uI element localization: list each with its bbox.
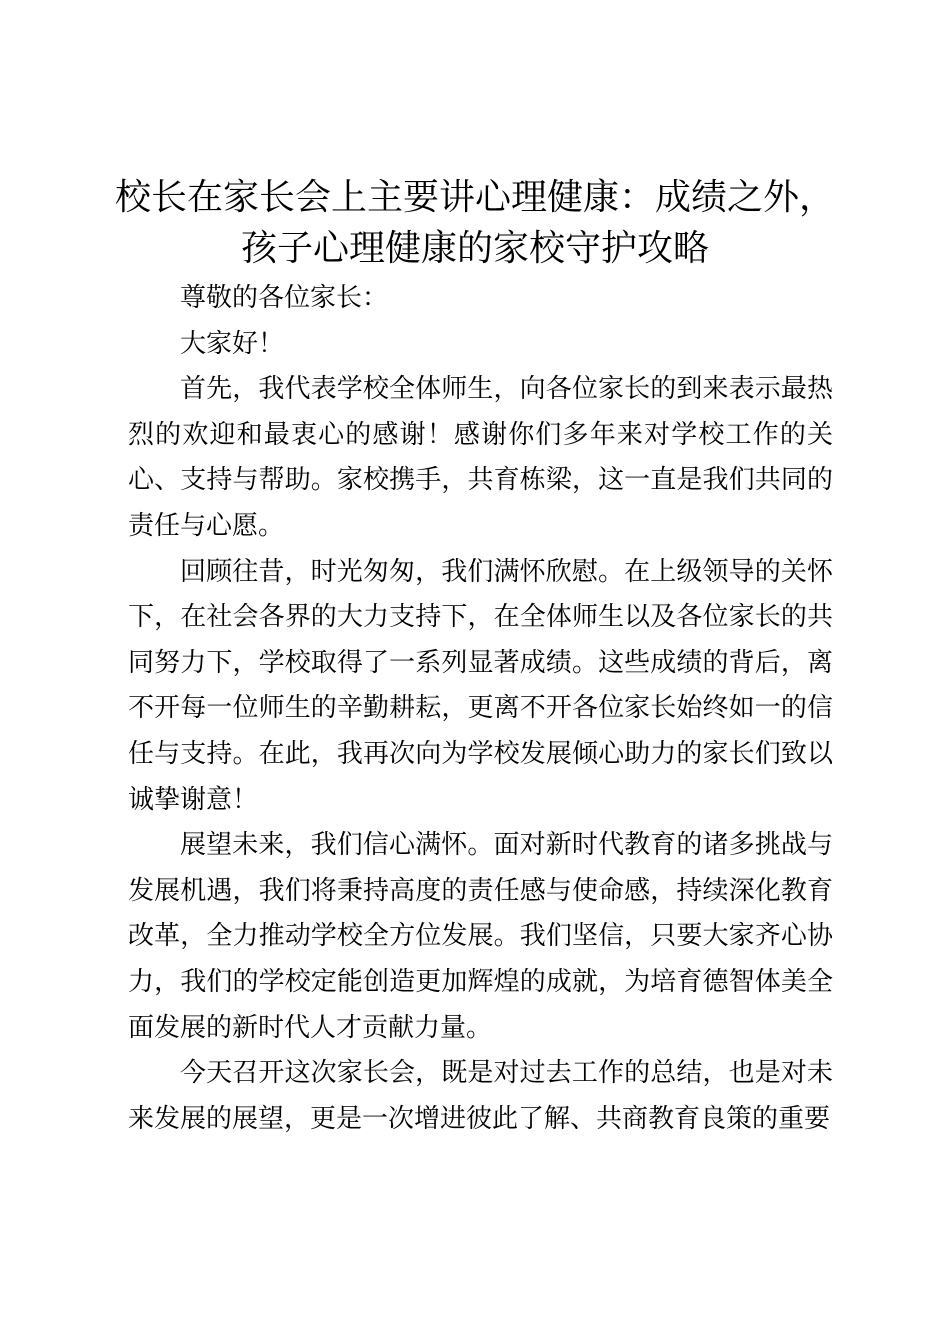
title-line-1: 校长在家长会上主要讲心理健康：成绩之外， bbox=[114, 177, 835, 218]
salutation: 尊敬的各位家长： bbox=[180, 283, 389, 313]
document-title bbox=[100, 172, 850, 274]
title-line-2: 孩子心理健康的家校守护攻略 bbox=[240, 228, 709, 269]
paragraph-outlook: 展望未来，我们信心满怀。面对新时代教育的诸多挑战与发展机遇，我们将秉持高度的责任感与使命感，持续深化教育改革，全力推动学校全方位发展。我们坚信，只要大家齐心协力，我们的学校定能创造更加辉煌的成就，为培育德智体美全面发展的新时代人才贡献力量。 bbox=[128, 830, 833, 1043]
paragraph-review: 回顾往昔，时光匆匆，我们满怀欣慰。在上级领导的关怀下，在社会各界的大力支持下，在全体师生以及各位家长的共同努力下，学校取得了一系列显著成绩。这些成绩的背后，离不开每一位师生的辛勤耕耘，更离不开各位家长始终如一的信任与支持。在此，我再次向为学校发展倾心助力的家长们致以诚挚谢意！ bbox=[128, 556, 833, 815]
paragraph-meeting-purpose: 今天召开这次家长会，既是对过去工作的总结，也是对未来发展的展望，更是一次增进彼此了解、共商教育良策的重要 bbox=[128, 1058, 833, 1134]
greeting: 大家好！ bbox=[180, 328, 285, 359]
paragraph-opening-thanks: 首先，我代表学校全体师生，向各位家长的到来表示最热烈的欢迎和最衷心的感谢！感谢你们多年来对学校工作的关心、支持与帮助。家校携手，共育栋梁，这一直是我们共同的责任与心愿。 bbox=[128, 374, 833, 541]
document-body bbox=[128, 276, 833, 1142]
